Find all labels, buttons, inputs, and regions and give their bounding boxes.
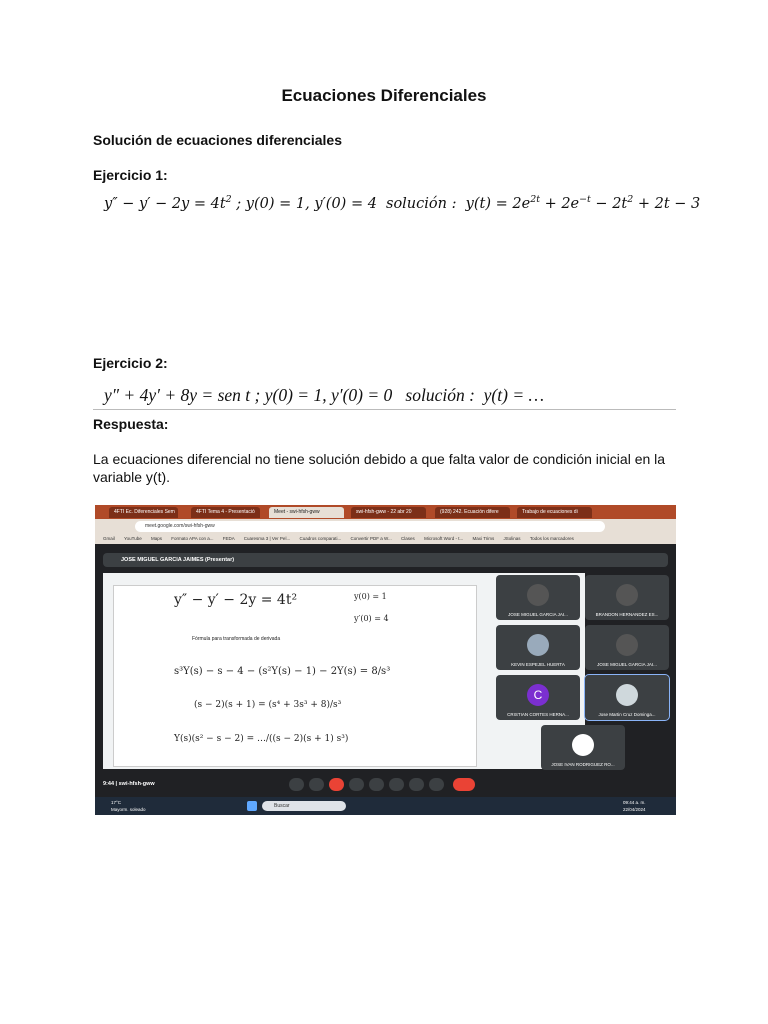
participant-tile-speaking[interactable] xyxy=(585,675,669,720)
participant-name: Jose Martin Cruz Dominga... xyxy=(598,712,656,717)
weather-temp: 17°C xyxy=(111,800,122,805)
windows-taskbar xyxy=(95,797,676,815)
participant-tile[interactable] xyxy=(541,725,625,770)
bookmark[interactable]: Todos los marcadores xyxy=(529,536,574,541)
captions-icon[interactable] xyxy=(349,778,364,791)
participant-tile[interactable] xyxy=(496,675,580,720)
avatar xyxy=(527,584,549,606)
bookmark[interactable]: Microsoft Word - t... xyxy=(424,536,464,541)
page-title: Ecuaciones Diferenciales xyxy=(281,86,487,105)
bookmark[interactable]: Formato APA con a... xyxy=(171,536,214,541)
emoji-icon[interactable] xyxy=(369,778,384,791)
participant-name: JOSE MIGUEL GARCIA JAI... xyxy=(508,612,568,617)
answer-label: Respuesta: xyxy=(93,416,169,432)
avatar xyxy=(527,634,549,656)
avatar xyxy=(616,584,638,606)
participant-name: BRANDON HERNANDEZ ES... xyxy=(595,612,659,617)
exercise-1-equation: $y'' - y' - 2y = 4t^2$ ; y(0) = 1, y′(0) = 4 xyxy=(104,194,377,212)
browser-tab[interactable]: 4FTI Tema 4 - Presentació xyxy=(191,507,260,518)
handwriting: y′(0) = 4 xyxy=(354,614,389,623)
exercise-1-solution: solución : $y(t) = 2e^{2t} + 2e^{-t} - 2t^2 + 2t - 3$ xyxy=(386,194,701,212)
browser-tab[interactable]: (928) 242. Ecuación difere xyxy=(435,507,510,518)
meet-screenshot xyxy=(95,505,676,815)
participant-name: JOSE IVAN RODRIGUEZ RO... xyxy=(551,762,615,767)
divider xyxy=(93,409,676,410)
whiteboard xyxy=(113,585,477,767)
taskbar-search[interactable]: Buscar xyxy=(262,801,346,811)
bookmark[interactable]: JSolinas xyxy=(503,536,521,541)
answer-text: La ecuaciones diferencial no tiene solución debido a que falta valor de condición inicial en la variable y(t). xyxy=(93,451,666,485)
handwriting: (s − 2)(s + 1) = (s⁴ + 3s³ + 8)/s³ xyxy=(194,700,342,710)
browser-tab[interactable]: swi-hfsh-gww - 22 abr 20 xyxy=(351,507,426,518)
windows-icon[interactable] xyxy=(247,801,257,811)
participant-tile[interactable] xyxy=(585,575,669,620)
browser-tab[interactable]: 4FTI Ec. Diferenciales Sem xyxy=(109,507,178,518)
participant-name: KEVIN ESPEJEL HUERTA xyxy=(511,662,565,667)
handwriting: y″ − y′ − 2y = 4t² xyxy=(174,592,298,608)
board-caption: Fórmula para transformada de derivada xyxy=(192,636,281,642)
clock-time: 09:44 a. m. xyxy=(623,800,646,805)
section-heading: Solución de ecuaciones diferenciales xyxy=(93,132,342,148)
handwriting: y(0) = 1 xyxy=(354,592,387,601)
exercise-1-label: Ejercicio 1: xyxy=(93,167,168,183)
participant-name: CRISTIAN CORTES HERNA... xyxy=(507,712,569,717)
handwriting: s³Y(s) − s − 4 − (s²Y(s) − 1) − 2Y(s) = 8/s³ xyxy=(174,666,391,677)
exercise-2-label: Ejercicio 2: xyxy=(93,355,168,371)
bookmark[interactable]: Clases xyxy=(401,536,415,541)
address-bar-row xyxy=(95,519,676,534)
handwriting: Y(s)(s² − s − 2) = …/((s − 2)(s + 1) s³) xyxy=(174,734,349,744)
more-icon[interactable] xyxy=(429,778,444,791)
meet-code: swi-hfsh-gww xyxy=(118,781,155,787)
bookmark[interactable]: Maps xyxy=(150,536,162,541)
share-icon[interactable] xyxy=(389,778,404,791)
bookmarks-bar xyxy=(95,534,676,544)
participant-tile[interactable] xyxy=(496,575,580,620)
hangup-icon[interactable] xyxy=(453,778,475,791)
camera-icon[interactable] xyxy=(309,778,324,791)
bookmark[interactable]: FEDA xyxy=(222,536,235,541)
presenter-bar: JOSE MIGUEL GARCIA JAIMES (Presentar) xyxy=(103,553,668,567)
exercise-2-equation: y″ + 4y′ + 8y = sen t ; y(0) = 1, y′(0) = 0 solución : y(t) = … xyxy=(104,385,545,405)
meet-info: 9:44 | swi-hfsh-gww xyxy=(103,781,155,787)
bookmark[interactable]: YouTube xyxy=(124,536,142,541)
url-field[interactable]: meet.google.com/swi-hfsh-gww xyxy=(135,521,605,532)
mic-icon[interactable] xyxy=(289,778,304,791)
avatar: C xyxy=(527,684,549,706)
browser-tab-bar xyxy=(95,505,676,519)
avatar xyxy=(616,634,638,656)
bookmark[interactable]: Cuaresma 3 | Ver Pel... xyxy=(243,536,291,541)
browser-tab[interactable]: Trabajo de ecuaciones di xyxy=(517,507,592,518)
clock-date: 22/04/2024 xyxy=(623,807,646,812)
bookmark[interactable]: Maxi Trims xyxy=(472,536,495,541)
participant-name: JOSE MIGUEL GARCIA JAI... xyxy=(597,662,657,667)
bookmark[interactable]: Cuadros comparati... xyxy=(299,536,342,541)
browser-tab-active[interactable]: Meet - swi-hfsh-gww xyxy=(269,507,344,518)
weather-desc: Mayorm. soleado xyxy=(111,807,146,812)
meet-controls xyxy=(95,773,676,797)
participant-tile[interactable] xyxy=(585,625,669,670)
bookmark[interactable]: Gmail xyxy=(103,536,115,541)
avatar xyxy=(616,684,638,706)
avatar xyxy=(572,734,594,756)
participant-tile[interactable] xyxy=(496,625,580,670)
meet-time: 9:44 xyxy=(103,781,115,787)
raise-hand-icon[interactable] xyxy=(409,778,424,791)
present-icon[interactable] xyxy=(329,778,344,791)
bookmark[interactable]: Convertir PDF a W... xyxy=(350,536,392,541)
